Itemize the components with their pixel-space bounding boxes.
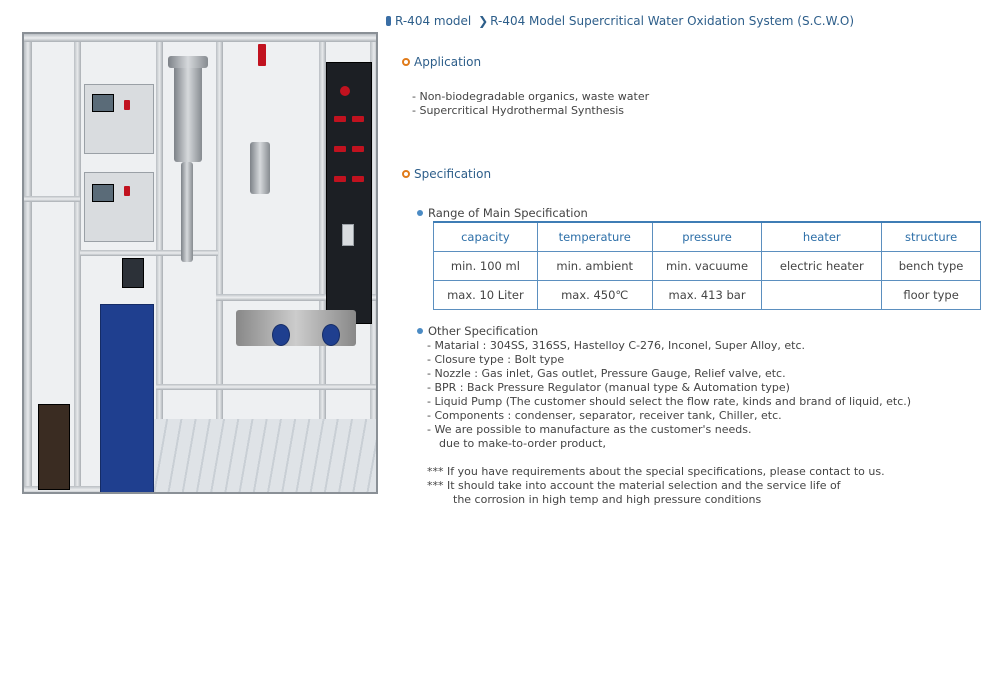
list-item: - Closure type : Bolt type — [427, 353, 565, 366]
breadcrumb — [386, 14, 854, 28]
list-item: - We are possible to manufacture as the customer's needs. — [427, 423, 752, 436]
breadcrumb-model[interactable]: R-404 model — [395, 14, 472, 28]
table-cell: bench type — [882, 251, 981, 280]
specification-heading — [402, 167, 491, 181]
location-pin-icon — [386, 16, 391, 26]
specification-heading-text: Specification — [414, 167, 492, 181]
bullet-ring-icon — [402, 170, 410, 178]
table-cell — [762, 280, 882, 309]
other-heading-text: Other Specification — [428, 324, 539, 338]
chevron-right-icon: ❯ — [478, 14, 489, 28]
spec-table — [433, 221, 981, 310]
table-row — [434, 251, 981, 280]
breadcrumb-title: R-404 Model Supercritical Water Oxidation System (S.C.W.O) — [490, 14, 855, 28]
bullet-dot-icon — [417, 210, 423, 216]
table-header: pressure — [652, 222, 762, 251]
range-heading — [417, 206, 588, 220]
application-list — [412, 90, 649, 118]
note-line: *** If you have requirements about the special specifications, please contact to us. — [427, 465, 885, 478]
list-item: - Matarial : 304SS, 316SS, Hastelloy C-276, Inconel, Super Alloy, etc. — [427, 339, 806, 352]
list-item: - BPR : Back Pressure Regulator (manual type & Automation type) — [427, 381, 790, 394]
list-item: - Supercritical Hydrothermal Synthesis — [412, 104, 624, 117]
other-spec-list — [427, 339, 911, 451]
list-item: - Components : condenser, separator, receiver tank, Chiller, etc. — [427, 409, 782, 422]
table-header: heater — [762, 222, 882, 251]
bullet-ring-icon — [402, 58, 410, 66]
bullet-dot-icon — [417, 328, 423, 334]
list-item: - Liquid Pump (The customer should select the flow rate, kinds and brand of liquid, etc.) — [427, 395, 912, 408]
list-item: - Non-biodegradable organics, waste water — [412, 90, 650, 103]
table-header: capacity — [434, 222, 538, 251]
application-heading — [402, 55, 481, 69]
table-cell: min. 100 ml — [434, 251, 538, 280]
product-photo — [22, 32, 378, 494]
list-item: - Nozzle : Gas inlet, Gas outlet, Pressure Gauge, Relief valve, etc. — [427, 367, 786, 380]
table-header-row — [434, 222, 981, 251]
table-cell: min. ambient — [537, 251, 652, 280]
table-header: structure — [882, 222, 981, 251]
notes — [427, 465, 885, 507]
table-cell: max. 450℃ — [537, 280, 652, 309]
table-header: temperature — [537, 222, 652, 251]
range-heading-text: Range of Main Specification — [428, 206, 588, 220]
table-cell: min. vacuume — [652, 251, 762, 280]
note-line: the corrosion in high temp and high pressure conditions — [453, 493, 762, 506]
table-cell: floor type — [882, 280, 981, 309]
table-cell: max. 413 bar — [652, 280, 762, 309]
note-line: *** It should take into account the material selection and the service life of — [427, 479, 841, 492]
list-item: due to make-to-order product, — [439, 437, 606, 450]
table-cell: max. 10 Liter — [434, 280, 538, 309]
other-heading — [417, 324, 538, 338]
table-row — [434, 280, 981, 309]
application-heading-text: Application — [414, 55, 482, 69]
table-cell: electric heater — [762, 251, 882, 280]
